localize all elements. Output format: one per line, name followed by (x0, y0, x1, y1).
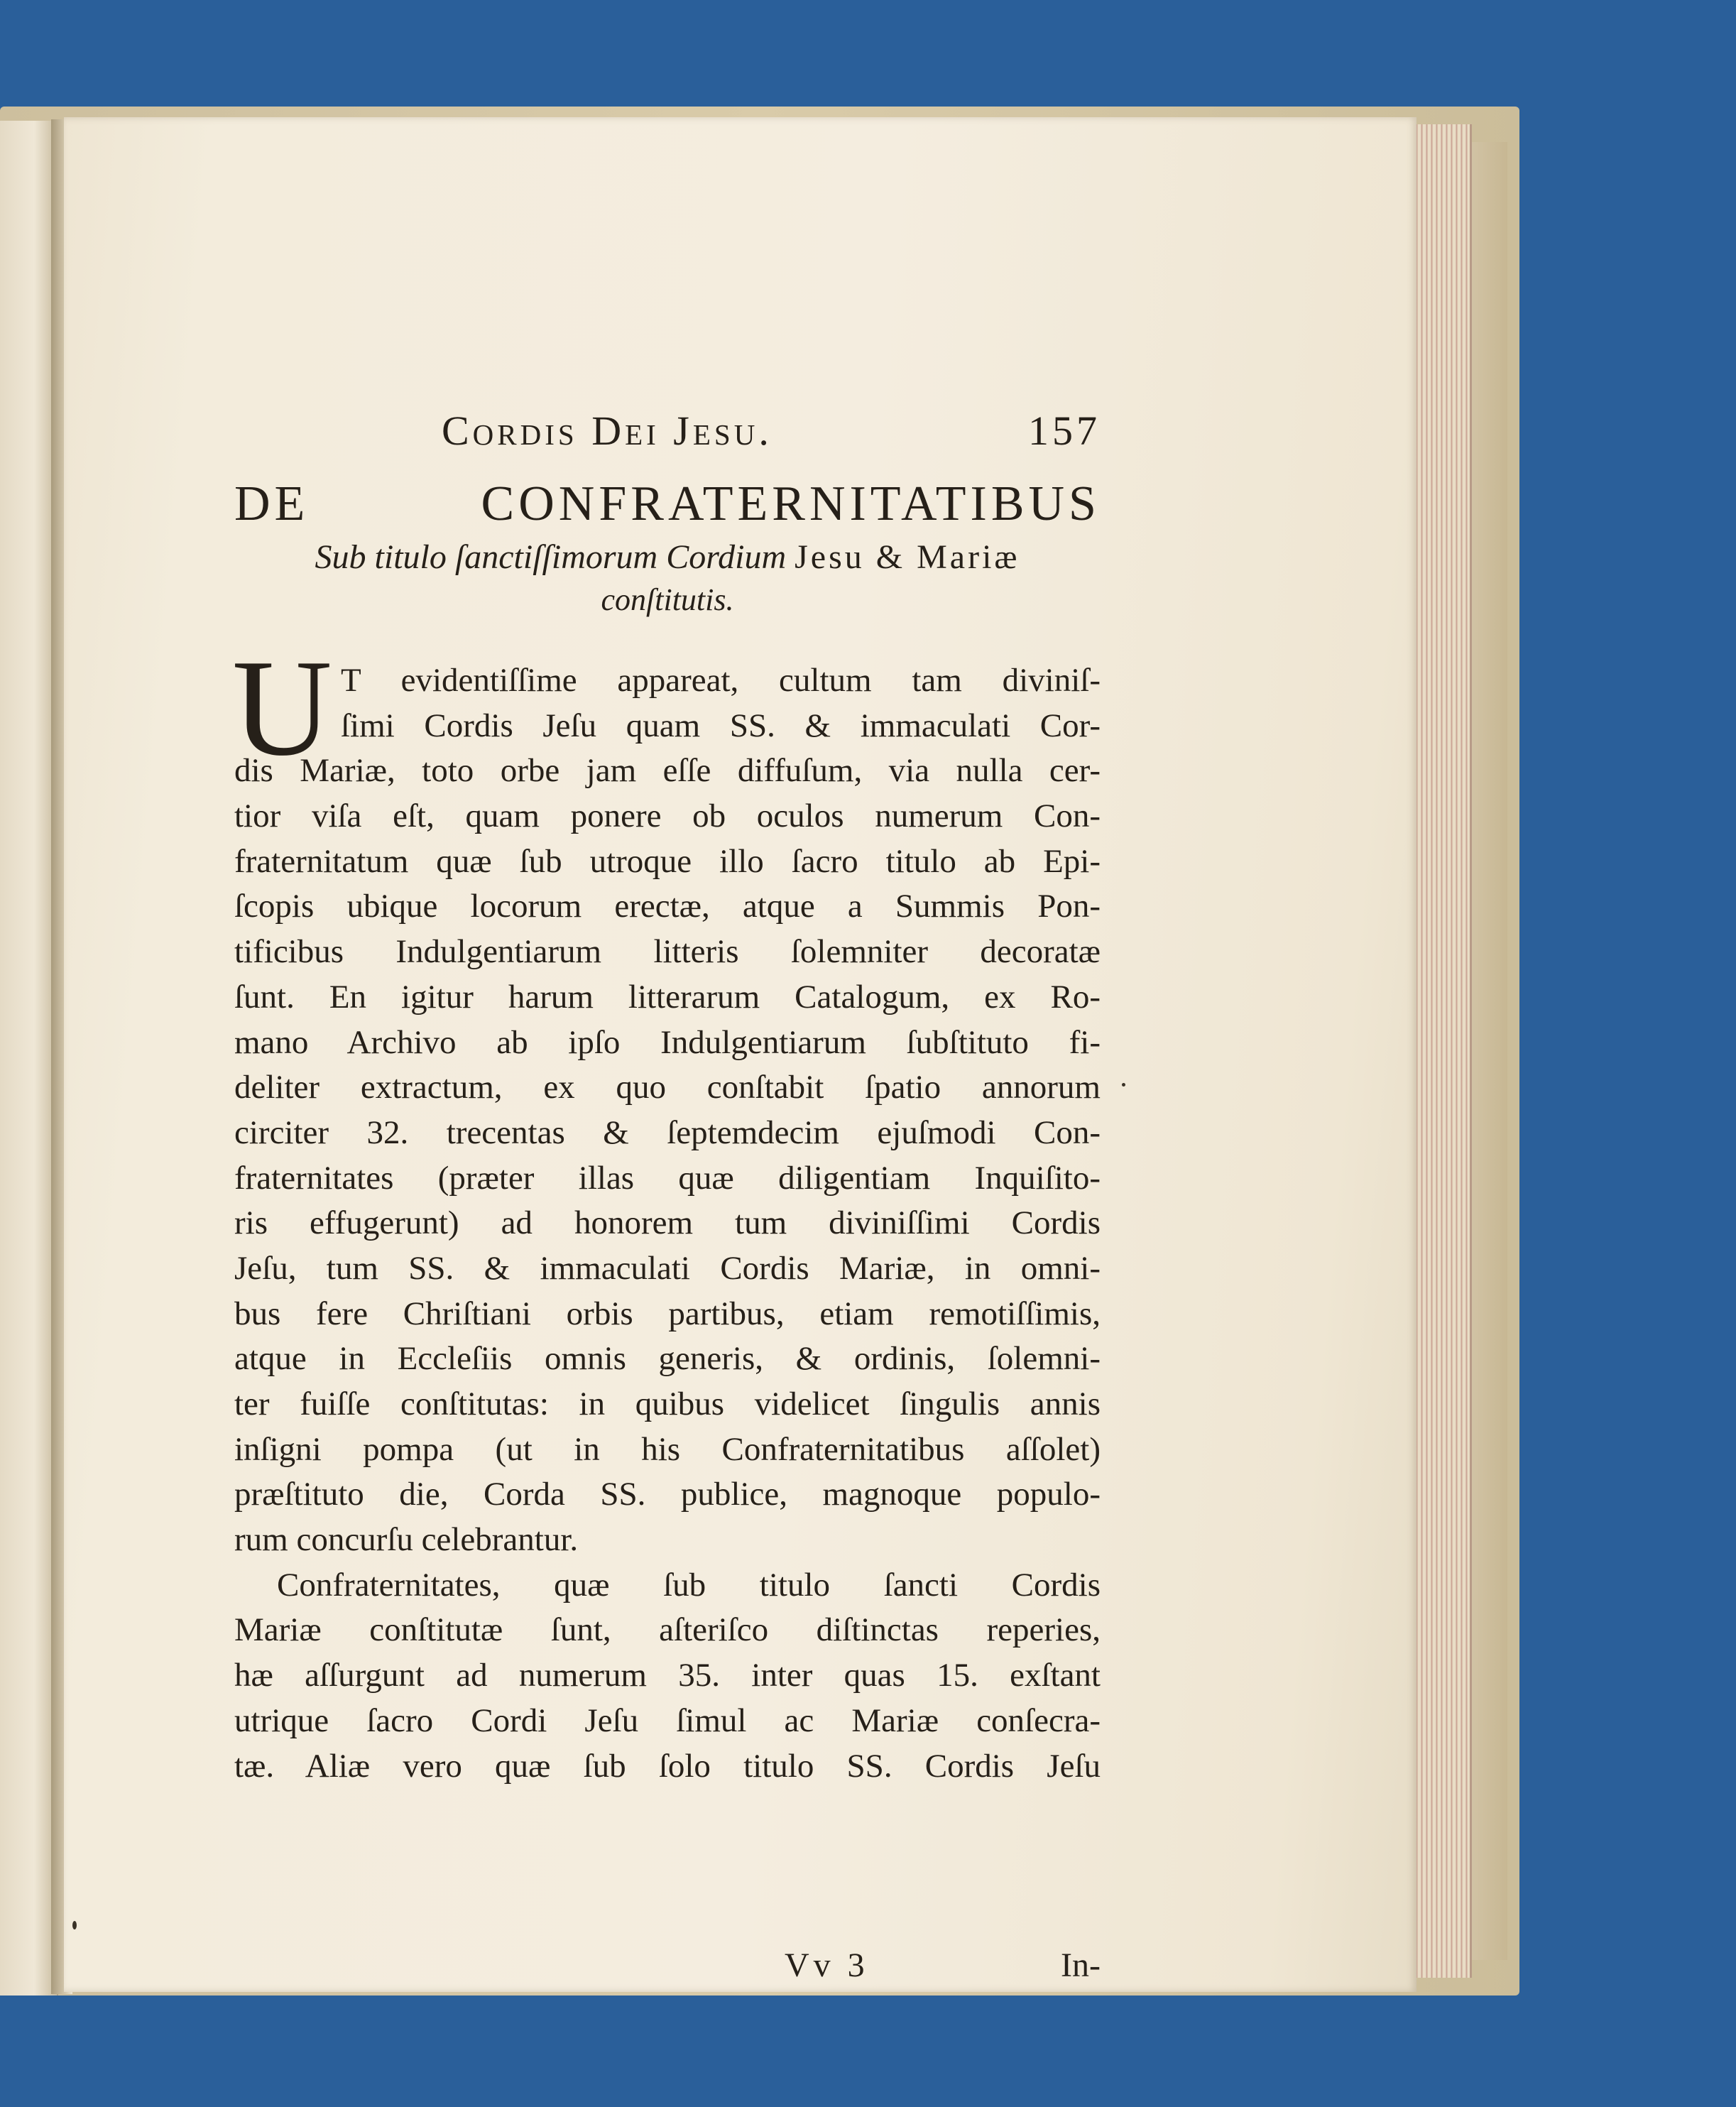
text-line: ter fuiſſe conſtitutas: in quibus videlicet ſingulis annis (234, 1385, 1101, 1422)
text-line: T evidentiſſime appareat, cultum tam diviniſ- (341, 662, 1101, 699)
text-line: atque in Eccleſiis omnis generis, & ordinis, ſolemni- (234, 1340, 1101, 1378)
text-line: tificibus Indulgentiarum litteris ſolemniter decoratæ (234, 933, 1101, 971)
text-line: præſtituto die, Corda SS. publice, magnoque populo- (234, 1476, 1101, 1513)
text-line: Mariæ conſtitutæ ſunt, aſteriſco diſtinctas reperies, (234, 1611, 1101, 1649)
left-page-edge (0, 121, 58, 1996)
text-line: mano Archivo ab ipſo Indulgentiarum ſubſtituto fi- (234, 1023, 1101, 1061)
text-line: utrique ſacro Cordi Jeſu ſimul ac Mariæ conſecra- (234, 1702, 1101, 1739)
text-line: Jeſu, tum SS. & immaculati Cordis Mariæ, in omni- (234, 1249, 1101, 1287)
text-line: bus fere Chriſtiani orbis partibus, etiam remotiſſimis, (234, 1295, 1101, 1332)
running-head (234, 407, 1101, 457)
running-head-title: Cordis Dei Jesu. (442, 408, 773, 454)
text-line: fraternitatum quæ ſub utroque illo ſacro titulo ab Epi- (234, 842, 1101, 880)
text-line: rum concurſu celebrantur. (234, 1521, 579, 1559)
subheading-italic: Sub titulo ſanctiſſimorum Cordium (315, 538, 787, 576)
drop-cap: U (232, 631, 332, 785)
text-line: circiter 32. trecentas & ſeptemdecim ejuſmodi Con- (234, 1114, 1101, 1151)
text-line: tior viſa eſt, quam ponere ob oculos numerum Con- (234, 797, 1101, 835)
catchline (234, 1946, 1101, 1996)
text-line: deliter extractum, ex quo conſtabit ſpatio annorum (234, 1069, 1101, 1106)
signature-mark: Vv 3 (785, 1947, 869, 1984)
page-number: 157 (1028, 408, 1101, 454)
text-line: fraternitates (præter illas quæ diligentiam Inquiſito- (234, 1159, 1101, 1197)
ink-speck (1122, 1083, 1125, 1087)
text-line: inſigni pompa (ut in his Confraternitatibus aſſolet) (234, 1430, 1101, 1468)
cover-edge (1468, 142, 1507, 1960)
catchword: In- (1061, 1947, 1101, 1984)
text-line: hæ aſſurgunt ad numerum 35. inter quas 15. exſtant (234, 1657, 1101, 1694)
chapter-heading: DE CONFRATERNITATIBUS (234, 477, 1101, 531)
text-line: tæ. Aliæ vero quæ ſub ſolo titulo SS. Cordis Jeſu (234, 1747, 1101, 1785)
chapter-subheading (234, 536, 1101, 621)
text-line: Confraternitates, quæ ſub titulo ſancti Cordis (277, 1566, 1101, 1604)
subheading-line2: conſtitutis. (601, 582, 734, 617)
body-text (234, 658, 1101, 1789)
text-line: ſunt. En igitur harum litterarum Catalogum, ex Ro- (234, 978, 1101, 1016)
text-line: ſcopis ubique locorum erectæ, atque a Summis Pon- (234, 888, 1101, 925)
ink-speck (72, 1921, 77, 1929)
book-page (64, 117, 1416, 1992)
text-line: dis Mariæ, toto orbe jam eſſe diffuſum, via nulla cer- (234, 752, 1101, 790)
text-line: ſimi Cordis Jeſu quam SS. & immaculati Cor- (341, 707, 1101, 744)
text-line: ris effugerunt) ad honorem tum diviniſſimi Cordis (234, 1204, 1101, 1242)
page-fore-edge (1413, 124, 1472, 1978)
subheading-names: Jesu & Mariæ (795, 538, 1020, 576)
